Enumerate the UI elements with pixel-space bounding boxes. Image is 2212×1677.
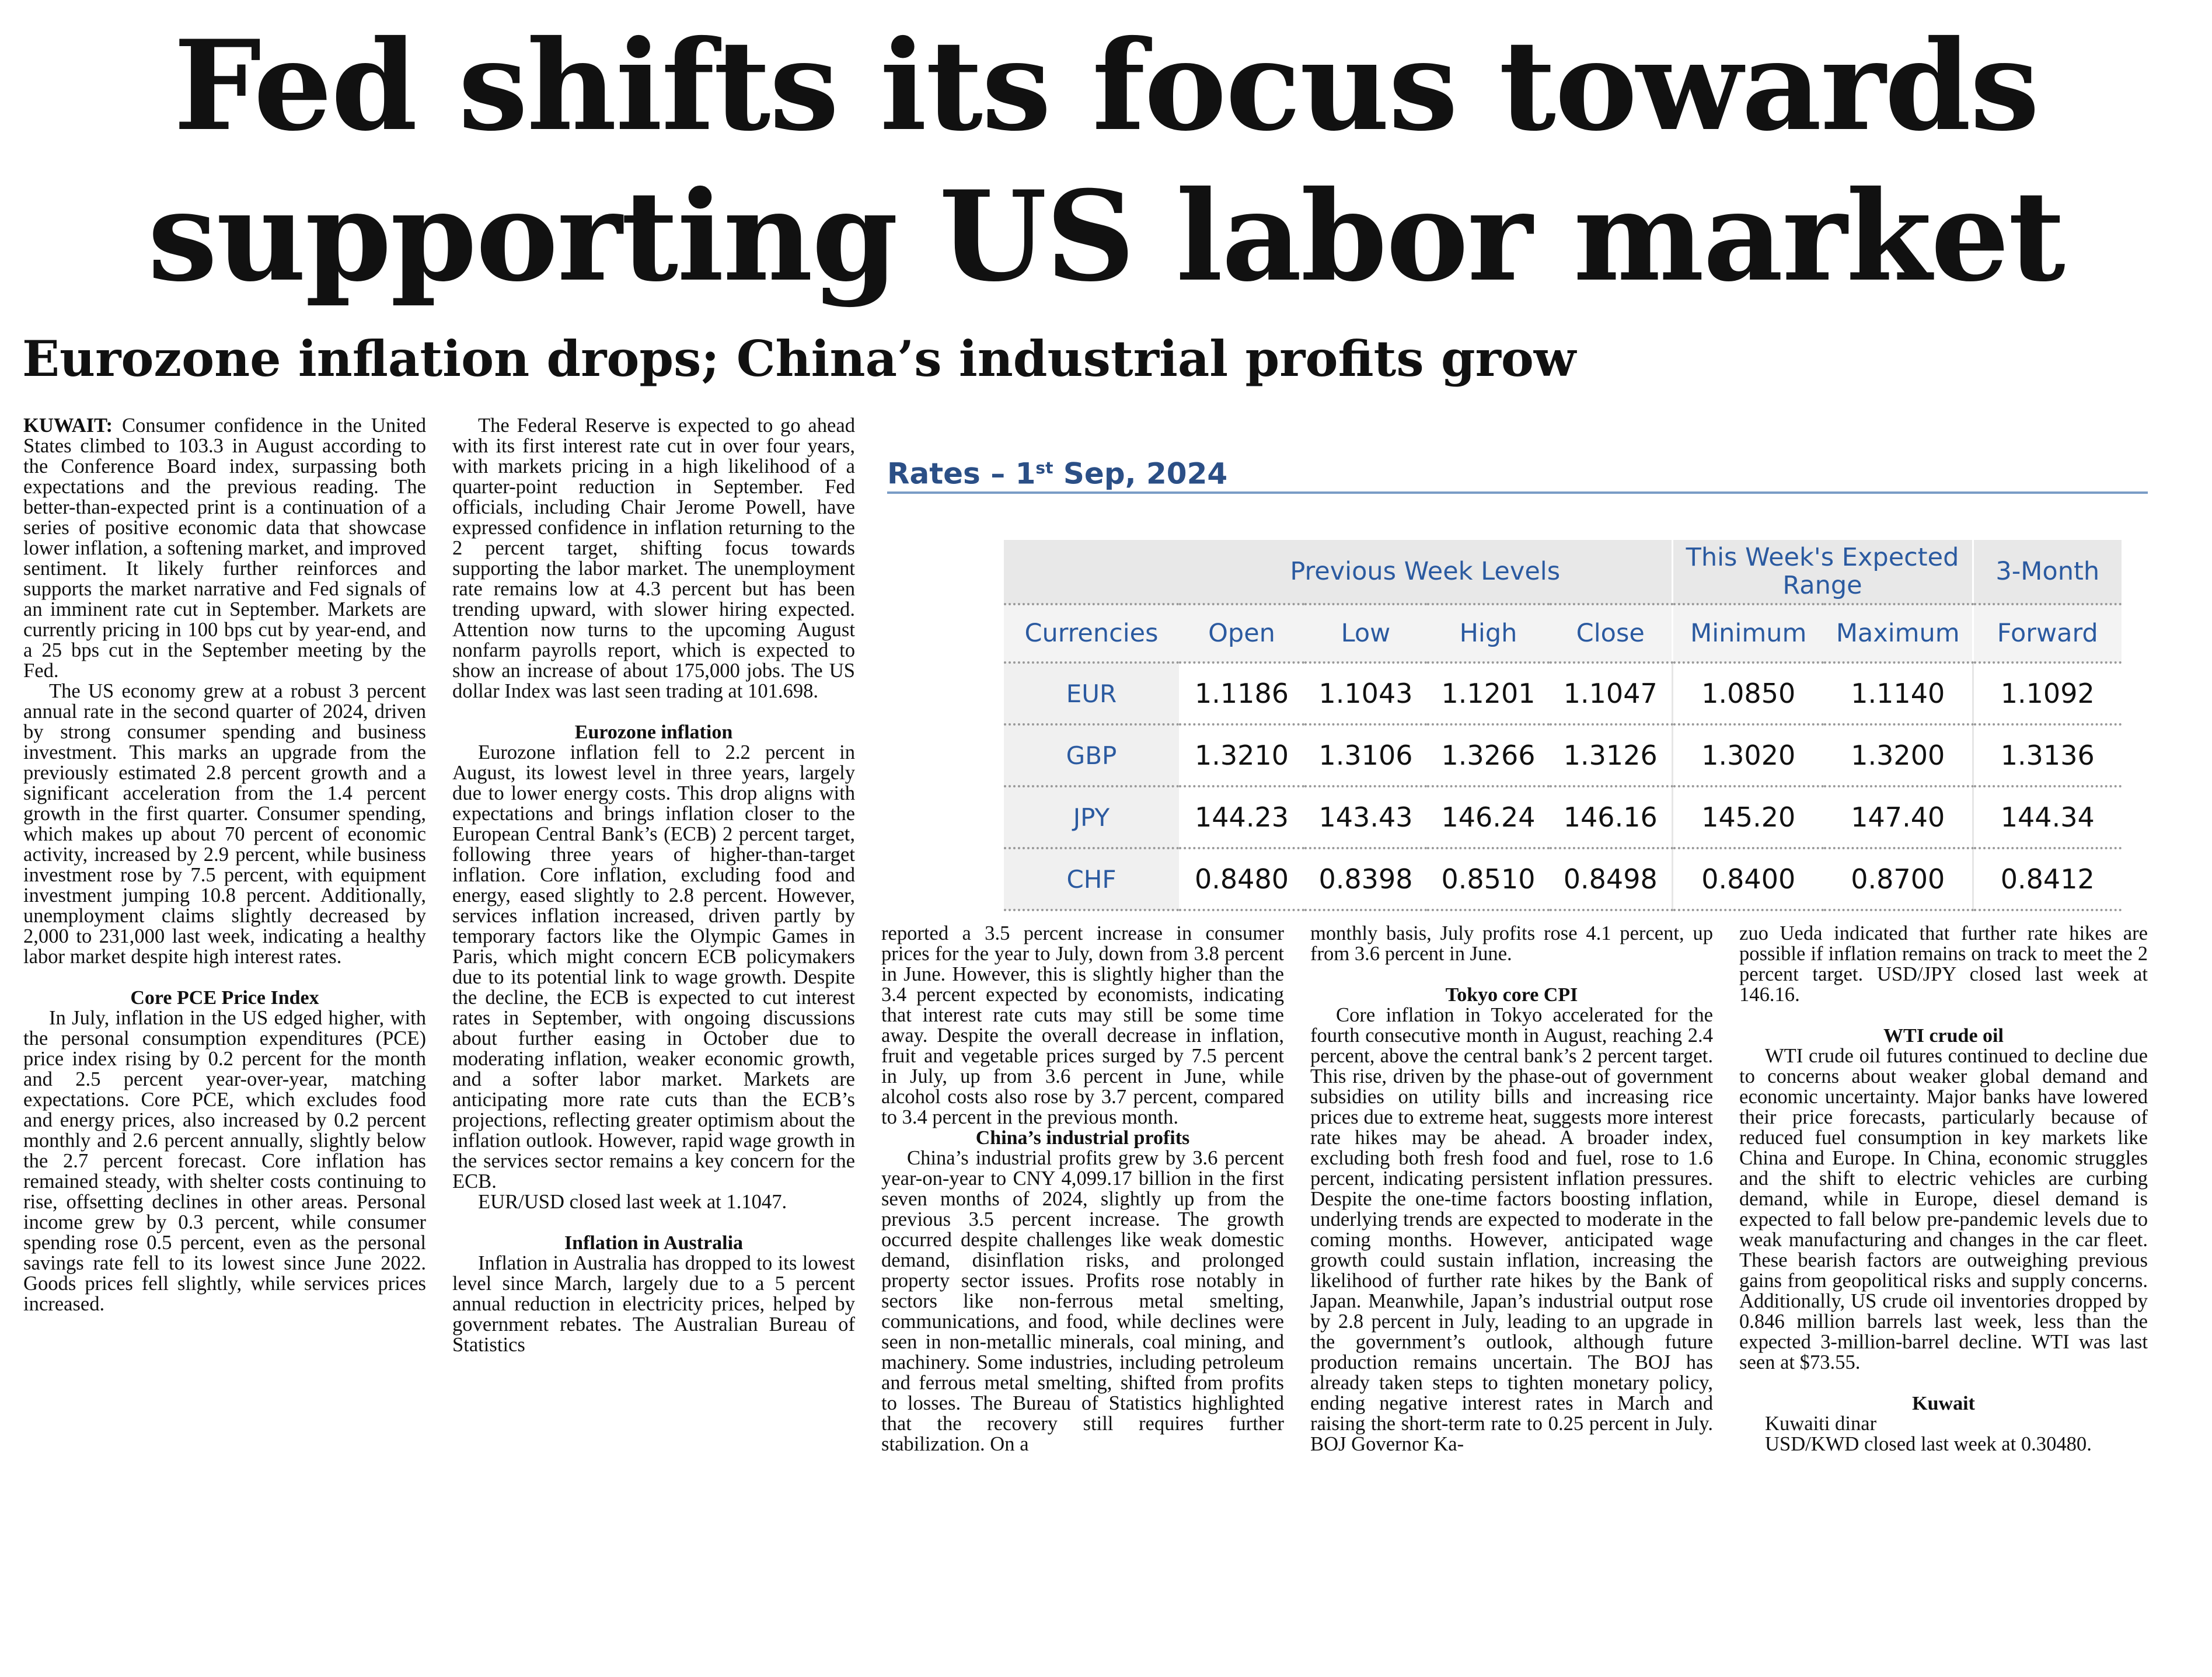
article-column-2 [452, 416, 855, 1355]
section-heading-wti: WTI crude oil [1883, 1025, 2004, 1047]
currency-cell: EUR [1004, 663, 1179, 724]
table-cell: 145.20 [1672, 786, 1824, 848]
column-header: Currencies [1004, 604, 1179, 663]
table-cell: 144.23 [1179, 786, 1304, 848]
table-cell: 0.8398 [1304, 848, 1427, 910]
table-cell: 1.1043 [1304, 663, 1427, 724]
table-cell: 1.1201 [1427, 663, 1550, 724]
paragraph: Eurozone inflation fell to 2.2 percent in August, its lowest level in three years, largely due to lower energy costs. This drop aligns with expectations and brings inflation closer to the European Central Bank’s (ECB) 2 percent target, following three years of higher-than-target inflation. Core inflation, excluding food and energy, eased slightly to 2.8 percent. However, services inflation increased, driven partly by temporary factors like the Olympic Games in Paris, which might concern ECB policymakers due to its potential link to wage growth. Despite the decline, the ECB is expected to cut interest rates in September, with ongoing discussions about further easing in October due to moderating inflation, weaker economic growth, and a softer labor market. Markets are anticipating more rate cuts than the ECB’s projections, reflecting greater optimism about the inflation outlook. However, rapid wage growth in the services sector remains a key concern for the ECB. [452, 741, 855, 1193]
column-header: Close [1550, 604, 1672, 663]
table-cell: 1.1092 [1973, 663, 2122, 724]
headline [0, 11, 2212, 312]
table-row [1004, 663, 2122, 724]
currency-cell: CHF [1004, 848, 1179, 910]
paragraph: KUWAIT: Consumer confidence in the United States climbed to 103.3 in August according to the Conference Board index, surpassing both expectations and the previous reading. The better-than-expected print is a continuation of a series of positive economic data that showcase lower inflation, a softening market, and improved sentiment. It likely further reinforces and supports the market narrative and Fed signals of an imminent rate cut in September. Markets are currently pricing in 100 bps cut by year-end, and a 25 bps cut in the September meeting by the Fed. [23, 414, 426, 682]
table-cell: 0.8498 [1550, 848, 1672, 910]
group-header-previous-week: Previous Week Levels [1179, 540, 1672, 604]
table-cell: 1.1186 [1179, 663, 1304, 724]
rates-figure-title: Rates – 1st Sep, 2024 [887, 456, 1228, 491]
table-cell: 1.3106 [1304, 724, 1427, 786]
table-row [1004, 786, 2122, 848]
column-header: Open [1179, 604, 1304, 663]
column-header: Maximum [1824, 604, 1973, 663]
table-cell: 146.16 [1550, 786, 1672, 848]
column-header: Forward [1973, 604, 2122, 663]
paragraph: monthly basis, July profits rose 4.1 percent, up from 3.6 percent in June. [1310, 922, 1713, 965]
table-cell: 0.8480 [1179, 848, 1304, 910]
table-cell: 147.40 [1824, 786, 1973, 848]
table-cell: 1.0850 [1672, 663, 1824, 724]
rates-title-rule [887, 491, 2148, 494]
table-cell: 0.8412 [1973, 848, 2122, 910]
paragraph: The US economy grew at a robust 3 percent annual rate in the second quarter of 2024, driven by strong consumer spending and business investment. This marks an upgrade from the previously estimated 2.8 percent growth and a significant acceleration from the 1.4 percent growth in the first quarter. Consumer spending, which makes up about 70 percent of economic activity, increased by 2.9 percent, while business investment rose by 7.5 percent, with equipment investment jumping 10.8 percent. Additionally, unemployment claims slightly decreased by 2,000 to 231,000 last week, indicating a healthy labor market despite high interest rates. [23, 680, 426, 968]
column-header: Minimum [1672, 604, 1824, 663]
table-row [1004, 848, 2122, 910]
table-cell: 0.8400 [1672, 848, 1824, 910]
table-cell: 1.1140 [1824, 663, 1973, 724]
paragraph: reported a 3.5 percent increase in consumer prices for the year to July, down from 3.8 percent in June. However, this is slightly higher than the 3.4 percent expected by economists, indicating that interest rate cuts may still be some time away. Despite the overall decrease in inflation, fruit and vegetable prices surged by 7.5 percent in July, up from 3.6 percent in June, while alcohol costs also rose by 3.7 percent, compared to 3.4 percent in the previous month. [881, 922, 1284, 1128]
paragraph: USD/KWD closed last week at 0.30480. [1765, 1433, 2092, 1455]
article-column-5 [1739, 923, 2148, 1455]
rates-group-spacer [1004, 540, 1179, 604]
currency-cell: GBP [1004, 724, 1179, 786]
article-column-3 [881, 923, 1284, 1455]
subheadline: Eurozone inflation drops; China’s industrial profits grow [22, 330, 1576, 388]
section-heading-eurozone: Eurozone inflation [574, 721, 733, 743]
table-cell: 1.3126 [1550, 724, 1672, 786]
headline-line-2: supporting US labor market [148, 163, 2064, 309]
table-cell: 0.8510 [1427, 848, 1550, 910]
table-cell: 1.3136 [1973, 724, 2122, 786]
section-heading-australia: Inflation in Australia [564, 1232, 744, 1254]
paragraph: In July, inflation in the US edged higher, with the personal consumption expenditures (PCE) price index rising by 0.2 percent for the month and 2.5 percent year-over-year, matching expectations. Core PCE, which excludes food and energy prices, also increased by 0.2 percent monthly and 2.6 percent annually, slightly below the 2.7 percent forecast. Core inflation has remained steady, with shelter costs continuing to rise, offsetting declines in other areas. Personal income grew by 0.3 percent, while consumer spending rose 0.5 percent, even as the personal savings rate fell to its lowest since June 2022. Goods prices fell slightly, while services prices increased. [23, 1007, 426, 1315]
section-heading-kuwait: Kuwait [1912, 1393, 1975, 1414]
table-row [1004, 724, 2122, 786]
group-header-3-month: 3-Month [1973, 540, 2122, 604]
headline-line-1: Fed shifts its focus towards [173, 13, 2039, 158]
table-cell: 1.3266 [1427, 724, 1550, 786]
column-header: High [1427, 604, 1550, 663]
currency-cell: JPY [1004, 786, 1179, 848]
table-cell: 1.3210 [1179, 724, 1304, 786]
table-cell: 143.43 [1304, 786, 1427, 848]
table-cell: 144.34 [1973, 786, 2122, 848]
paragraph: Kuwaiti dinar [1765, 1413, 1877, 1435]
section-heading-core-pce: Core PCE Price Index [130, 987, 319, 1009]
paragraph: zuo Ueda indicated that further rate hikes are possible if inflation remains on track to meet the 2 percent target. USD/JPY closed last week at 146.16. [1739, 922, 2148, 1006]
paragraph: WTI crude oil futures continued to decline due to concerns about weaker global demand and economic uncertainty. Major banks have lowered their price forecasts, particularly because of reduced fuel consumption in key markets like China and Europe. In China, economic struggles and the shift to electric vehicles are curbing demand, while in Europe, diesel demand is expected to fall below pre-pandemic levels due to weak manufacturing and changes in the car fleet. These bearish factors are outweighing previous gains from geopolitical risks and supply concerns. Additionally, US crude oil inventories dropped by 0.846 million barrels last week, less than the expected 3-million-barrel decline. WTI was last seen at $73.55. [1739, 1045, 2148, 1373]
table-cell: 0.8700 [1824, 848, 1973, 910]
paragraph: Inflation in Australia has dropped to its lowest level since March, largely due to a 5 percent annual reduction in electricity prices, helped by government rebates. The Australian Bureau of Statistics [452, 1252, 855, 1356]
section-heading-tokyo: Tokyo core CPI [1445, 984, 1578, 1006]
group-header-expected-range: This Week's Expected Range [1672, 540, 1973, 604]
section-heading-china: China’s industrial profits [975, 1127, 1190, 1149]
table-cell: 1.3200 [1824, 724, 1973, 786]
paragraph: EUR/USD closed last week at 1.1047. [478, 1191, 787, 1213]
article-column-4 [1310, 923, 1713, 1455]
table-cell: 1.3020 [1672, 724, 1824, 786]
paragraph: The Federal Reserve is expected to go ahead with its first interest rate cut in over four years, with markets pricing in a high likelihood of a quarter-point reduction in September. Fed officials, including Chair Jerome Powell, have expressed confidence in inflation returning to the 2 percent target, shifting focus towards supporting the labor market. The unemployment rate remains low at 4.3 percent but has been trending upward, with slower hiring expected. Attention now turns to the upcoming August nonfarm payrolls report, which is expected to show an increase of about 175,000 jobs. The US dollar Index was last seen trading at 101.698. [452, 414, 855, 702]
table-cell: 146.24 [1427, 786, 1550, 848]
dateline: KUWAIT: [23, 414, 113, 437]
paragraph: Core inflation in Tokyo accelerated for the fourth consecutive month in August, reaching 2.4 percent, above the central bank’s 2 percent target. This rise, driven by the phase-out of government subsidies on utility bills and increasing rice prices due to extreme heat, suggests more interest rate hikes may be ahead. A broader index, excluding both fresh food and fuel, rose to 1.6 percent, indicating persistent inflation pressures. Despite the one-time factors boosting inflation, underlying trends are expected to moderate in the coming months. However, anticipated wage growth could sustain inflation, increasing the likelihood of further rate hikes by the Bank of Japan. Meanwhile, Japan’s industrial output rose by 2.8 percent in July, leading to an upgrade in the government’s outlook, although future production remains uncertain. The BOJ has already taken steps to tighten monetary policy, ending negative interest rates in March and raising the short-term rate to 0.25 percent in July. BOJ Governor Ka- [1310, 1004, 1713, 1455]
rates-table [1004, 540, 2122, 911]
article-column-1 [23, 416, 426, 1315]
table-cell: 1.1047 [1550, 663, 1672, 724]
paragraph: China’s industrial profits grew by 3.6 percent year-on-year to CNY 4,099.17 billion in the first seven months of 2024, slightly up from the previous 3.5 percent increase. The growth occurred despite challenges like weak domestic demand, disinflation risks, and prolonged property sector issues. Profits rose notably in sectors like non-ferrous metal smelting, communications, and food, while declines were seen in non-metallic minerals, coal mining, and machinery. Some industries, including petroleum and ferrous metal smelting, shifted from profits to losses. The Bureau of Statistics highlighted that the recovery still requires further stabilization. On a [881, 1147, 1284, 1455]
column-header: Low [1304, 604, 1427, 663]
